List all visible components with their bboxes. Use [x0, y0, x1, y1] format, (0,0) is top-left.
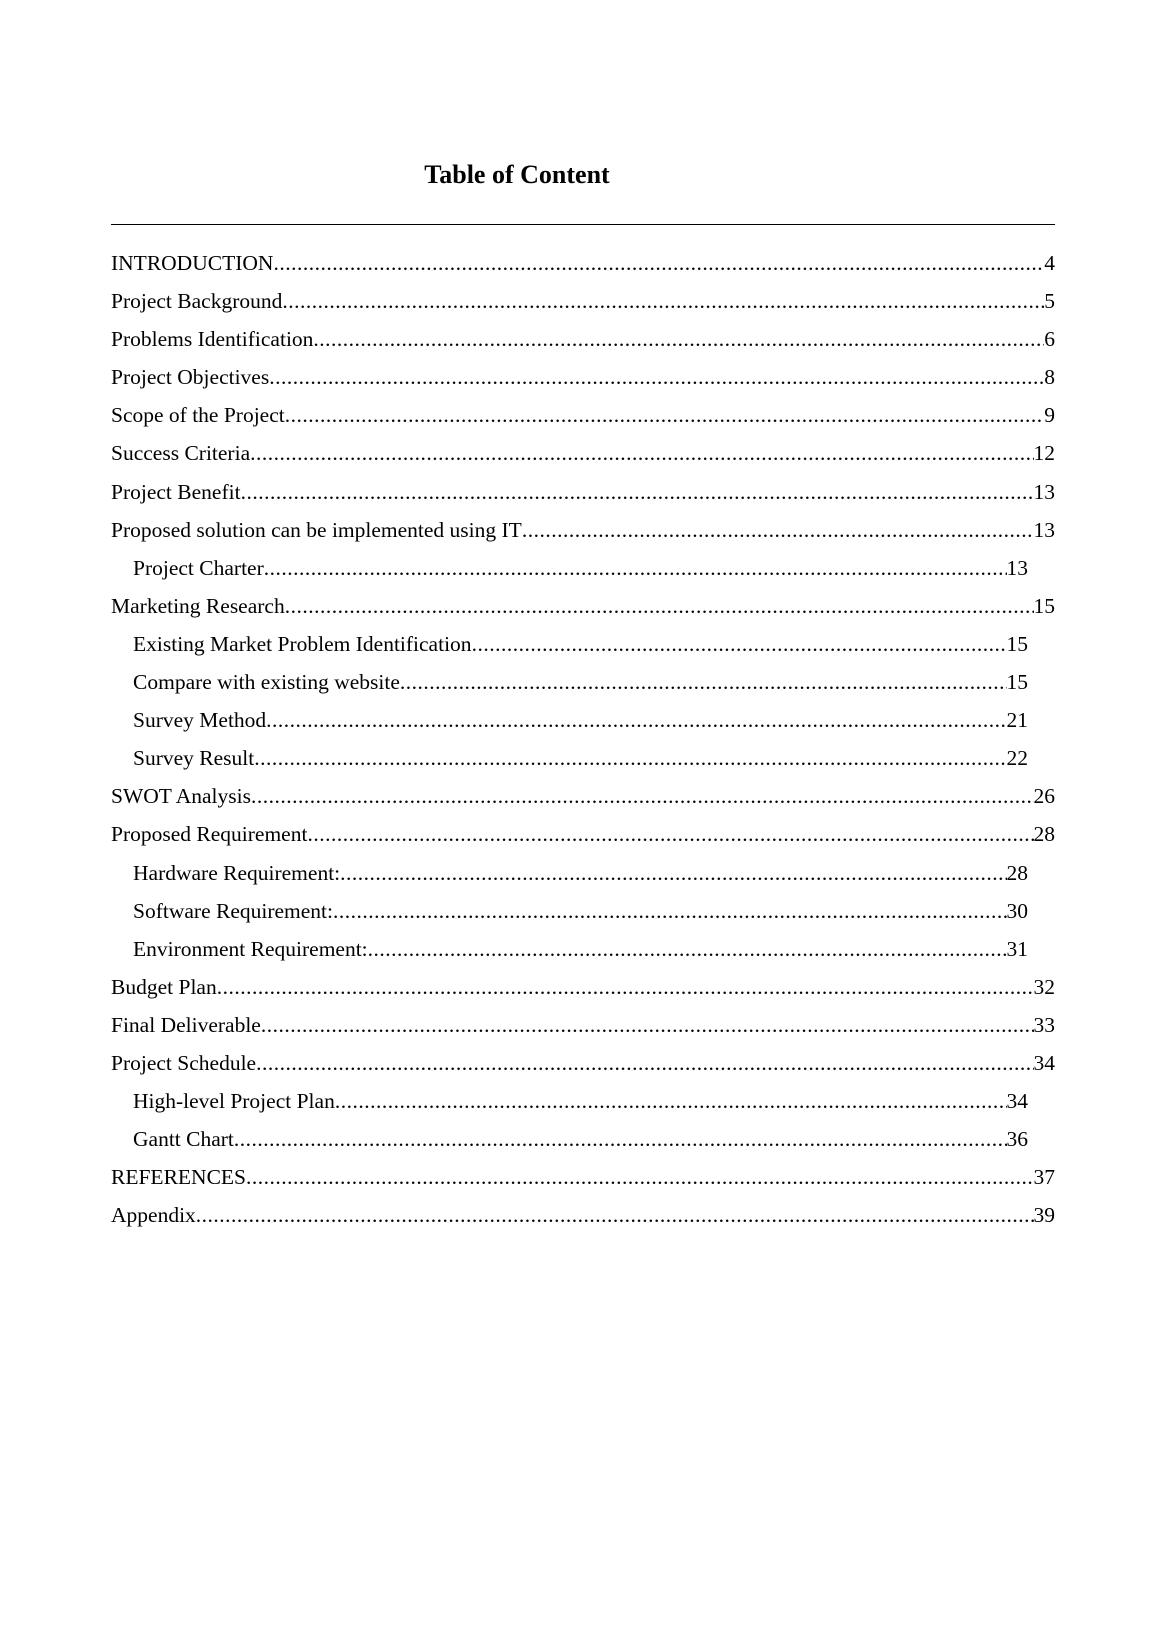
toc-dot-leader	[251, 783, 1034, 809]
toc-entry-label: Project Charter	[133, 555, 264, 580]
toc-page-number: 15	[1033, 593, 1055, 618]
toc-entry[interactable]	[111, 326, 1055, 364]
toc-page-number: 31	[1006, 936, 1028, 961]
toc-page-number: 13	[1033, 479, 1055, 504]
toc-entry[interactable]	[111, 631, 1028, 669]
toc-entry[interactable]	[111, 974, 1055, 1012]
toc-dot-leader	[285, 593, 1034, 619]
toc-dot-leader	[241, 479, 1034, 505]
toc-entry-label: Proposed solution can be implemented using IT	[111, 517, 522, 542]
toc-entry[interactable]	[111, 1012, 1055, 1050]
toc-entry[interactable]	[111, 821, 1055, 859]
toc-dot-leader	[234, 1126, 1007, 1152]
toc-entry-label: Proposed Requirement	[111, 822, 308, 847]
toc-entry[interactable]	[111, 783, 1055, 821]
toc-entry[interactable]	[111, 402, 1055, 440]
toc-dot-leader	[264, 555, 1007, 581]
toc-entry-label: Existing Market Problem Identification	[133, 631, 472, 656]
toc-entry-label: REFERENCES	[111, 1165, 246, 1190]
toc-entry-label: Project Schedule	[111, 1050, 257, 1075]
toc-entry[interactable]	[111, 1126, 1028, 1164]
toc-page-number: 34	[1006, 1089, 1028, 1114]
toc-page-number: 37	[1033, 1165, 1055, 1190]
title-divider	[111, 224, 1055, 225]
toc-page-number: 30	[1006, 898, 1028, 923]
toc-dot-leader	[522, 517, 1034, 543]
toc-dot-leader	[285, 402, 1045, 428]
toc-entry-label: Hardware Requirement:	[133, 860, 341, 885]
toc-dot-leader	[246, 1164, 1034, 1190]
toc-entry[interactable]	[111, 898, 1028, 936]
toc-entry-label: Marketing Research	[111, 593, 285, 618]
toc-entry[interactable]	[111, 517, 1055, 555]
toc-entry[interactable]	[111, 1050, 1055, 1088]
toc-entry[interactable]	[111, 860, 1028, 898]
toc-entry-label: INTRODUCTION	[111, 251, 274, 275]
toc-dot-leader	[307, 821, 1033, 847]
toc-page-number: 33	[1033, 1012, 1055, 1037]
toc-page-number: 6	[1044, 327, 1055, 352]
toc-entry[interactable]	[111, 593, 1055, 631]
toc-entry-label: Compare with existing website	[133, 670, 400, 695]
toc-dot-leader	[256, 1050, 1033, 1076]
toc-dot-leader	[217, 974, 1034, 1000]
toc-dot-leader	[254, 745, 1006, 771]
toc-dot-leader	[333, 898, 1006, 924]
toc-entry[interactable]	[111, 288, 1055, 326]
toc-entry-label: Software Requirement:	[133, 898, 334, 923]
toc-dot-leader	[335, 1088, 1007, 1114]
toc-dot-leader	[313, 326, 1044, 352]
toc-entry-label: Survey Result	[133, 746, 255, 771]
toc-entry[interactable]	[111, 555, 1028, 593]
toc-page-number: 22	[1006, 746, 1028, 771]
toc-entry[interactable]	[111, 440, 1055, 478]
toc-dot-leader	[368, 936, 1007, 962]
toc-dot-leader	[400, 669, 1007, 695]
toc-entry[interactable]	[111, 1088, 1028, 1126]
toc-page-number: 28	[1006, 860, 1028, 885]
toc-page-number: 28	[1033, 822, 1055, 847]
toc-entry-label: Appendix	[111, 1203, 196, 1228]
toc-entry-label: Final Deliverable	[111, 1012, 261, 1037]
toc-page-number: 39	[1033, 1203, 1055, 1228]
toc-entry-label: SWOT Analysis	[111, 784, 251, 809]
toc-dot-leader	[250, 440, 1033, 466]
toc-entry-label: Gantt Chart	[133, 1127, 234, 1152]
toc-page-number: 32	[1033, 974, 1055, 999]
toc-entry-label: Project Benefit	[111, 479, 241, 504]
toc-entry[interactable]	[111, 1202, 1055, 1240]
toc-entry[interactable]	[111, 936, 1028, 974]
toc-entry-label: High-level Project Plan	[133, 1089, 335, 1114]
toc-entry[interactable]	[111, 364, 1055, 402]
toc-page-number: 36	[1006, 1127, 1028, 1152]
toc-dot-leader	[273, 250, 1044, 276]
toc-page-number: 4	[1044, 251, 1055, 275]
toc-entry-label: Project Objectives	[111, 365, 270, 390]
toc-page-number: 26	[1033, 784, 1055, 809]
toc-page-number: 12	[1033, 441, 1055, 466]
toc-page-number: 9	[1044, 403, 1055, 428]
toc-entry[interactable]	[111, 250, 1055, 288]
toc-page-number: 34	[1033, 1050, 1055, 1075]
toc-page-number: 13	[1033, 517, 1055, 542]
toc-entry[interactable]	[111, 707, 1028, 745]
toc-page-number: 21	[1006, 708, 1028, 733]
toc-page-number: 8	[1044, 365, 1055, 390]
toc-dot-leader	[282, 288, 1044, 314]
toc-dot-leader	[472, 631, 1007, 657]
toc-entry-label: Problems Identification	[111, 327, 314, 352]
toc-list	[111, 250, 1055, 1240]
toc-page-number: 15	[1006, 670, 1028, 695]
toc-entry[interactable]	[111, 1164, 1055, 1202]
toc-page-number: 13	[1006, 555, 1028, 580]
toc-entry-label: Budget Plan	[111, 974, 217, 999]
toc-dot-leader	[269, 364, 1044, 390]
toc-entry[interactable]	[111, 479, 1055, 517]
toc-dot-leader	[196, 1202, 1034, 1228]
toc-entry-label: Survey Method	[133, 708, 267, 733]
toc-entry-label: Scope of the Project	[111, 403, 285, 428]
toc-entry-label: Success Criteria	[111, 441, 251, 466]
toc-page-number: 15	[1006, 631, 1028, 656]
toc-entry-label: Environment Requirement:	[133, 936, 368, 961]
toc-title: Table of Content	[424, 160, 610, 189]
toc-entry[interactable]	[111, 745, 1028, 783]
toc-entry-label: Project Background	[111, 289, 283, 314]
toc-dot-leader	[340, 860, 1006, 886]
toc-dot-leader	[261, 1012, 1034, 1038]
toc-dot-leader	[266, 707, 1006, 733]
toc-entry[interactable]	[111, 669, 1028, 707]
toc-page-number: 5	[1044, 289, 1055, 314]
